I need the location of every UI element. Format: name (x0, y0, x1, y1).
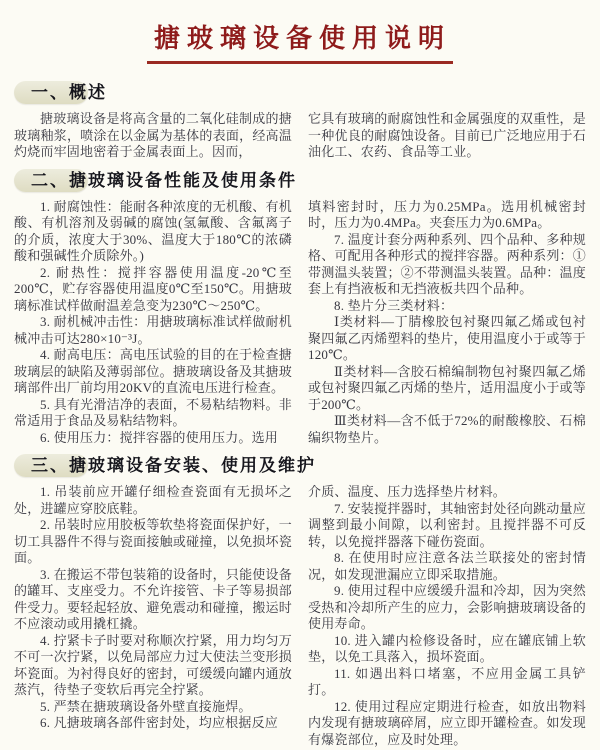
paragraph: 搪玻璃设备是将高含量的二氧化硅制成的搪玻璃釉浆，喷涂在以金属为基体的表面，经高温灼烧而牢固地密着于金属表面上。因而， (14, 111, 292, 159)
section-installation (14, 453, 586, 748)
paragraph: 11. 如遇出料口堵塞，不应用金属工具铲打。 (308, 665, 586, 697)
paragraph: 8. 垫片分三类材料： (334, 297, 454, 313)
section-columns-2 (14, 199, 586, 447)
paragraph: 10. 进入罐内检修设备时，应在罐底铺上软垫，以免工具落入，损坏瓷面。 (308, 632, 586, 664)
title-block (14, 16, 586, 64)
paragraph: 1. 吊装前应开罐仔细检查瓷面有无损坏之处，进罐应穿胶底鞋。 (14, 484, 292, 516)
paragraph: 12. 使用过程应定期进行检查，如放出物料内发现有搪玻璃碎屑，应立即开罐检查。如发现有爆瓷部位，应及时处理。 (308, 698, 586, 747)
section-heading-2 (14, 168, 586, 194)
paragraph: 5. 严禁在搪玻璃设备外壁直接施焊。 (40, 698, 252, 714)
right-column (308, 484, 586, 748)
section-heading-1 (14, 80, 586, 106)
section-title-1: 一、概述 (31, 83, 107, 102)
paragraph: 2. 耐热性：搅拌容器使用温度-20℃至200℃，贮存容器使用温度0℃至150℃。用搪玻璃标准试样做耐温差急变为230℃～250℃。 (14, 264, 292, 313)
section-performance (14, 168, 586, 447)
left-column (14, 111, 292, 161)
paragraph: 4. 拧紧卡子时要对称顺次拧紧，用力均匀万不可一次拧紧，以免局部应力过大使法兰变形损坏瓷面。为衬得良好的密封，可缓缓向罐内通放蒸汽，待垫子变软后再完全拧紧。 (14, 632, 292, 697)
paragraph: 4. 耐高电压：高电压试验的目的在于检查搪玻璃层的缺陷及薄弱部位。搪玻璃设备及其搪玻璃部件出厂前均用20KV的直流电压进行检查。 (14, 347, 292, 395)
paragraph: 9. 使用过程中应缓缓升温和冷却，因为突然受热和冷却所产生的应力，会影响搪玻璃设备的使用寿命。 (308, 583, 586, 631)
section-title-2: 二、搪玻璃设备性能及使用条件 (31, 170, 297, 190)
paragraph: 介质、温度、压力选择垫片材料。 (308, 484, 507, 499)
paragraph: 2. 吊装时应用胶板等软垫将瓷面保护好，一切工具器件不得与瓷面接触或碰撞，以免损坏瓷面。 (14, 517, 292, 565)
section-columns-3 (14, 484, 586, 748)
page-title: 搪玻璃设备使用说明 (147, 16, 453, 64)
right-column (308, 199, 586, 447)
paragraph: 3. 耐机械冲击性：用搪玻璃标准试样做耐机械冲击可达280×10⁻³J。 (14, 314, 292, 346)
paragraph: 填料密封时，压力为0.25MPa。选用机械密封时，压力为0.4MPa。夹套压力为0.6MPa。 (308, 198, 586, 230)
paragraph: 6. 凡搪玻璃各部件密封处，均应根据反应 (40, 715, 279, 730)
paragraph: Ⅰ类材料—丁腈橡胶包衬聚四氟乙烯或包衬聚四氟乙丙烯塑料的垫片，使用温度小于或等于120℃。 (308, 314, 586, 362)
paragraph: 6. 使用压力：搅拌容器的使用压力。选用 (40, 429, 279, 445)
left-column (14, 199, 292, 447)
section-overview (14, 80, 586, 161)
paragraph: 7. 安装搅拌器时，其轴密封处径向跳动量应调整到最小间隙，以利密封。且搅拌器不可反转，以免搅拌器落下碰伤瓷面。 (308, 500, 586, 549)
paragraph: 8. 在使用时应注意各法兰联接处的密封情况，如发现泄漏应立即采取措施。 (308, 550, 586, 582)
left-column (14, 484, 292, 748)
section-title-3: 三、搪玻璃设备安装、使用及维护 (31, 456, 316, 475)
paragraph: 它具有玻璃的耐腐蚀性和金属强度的双重性，是一种优良的耐腐蚀设备。目前已广泛地应用于石油化工、农药、食品等工业。 (308, 111, 586, 159)
paragraph: 7. 温度计套分两种系列、四个品种、多种规格、可配用各种形式的搅拌容器。两种系列：①带测温头装置；②不带测温头装置。品种：温度套上有挡液板和无挡液板共四个品种。 (308, 231, 586, 296)
section-heading-3 (14, 453, 586, 479)
right-column (308, 111, 586, 161)
paragraph: 3. 在搬运不带包装箱的设备时，只能使设备的罐耳、支座受力。不允许接管、卡子等易损部件受力。要轻起轻放、避免震动和碰撞，搬运时不应滚动或用撬杠撬。 (14, 566, 292, 631)
paragraph: Ⅲ类材料—含不低于72%的耐酸橡胶、石棉编织物垫片。 (308, 413, 586, 445)
paragraph: Ⅱ类材料—含胶石棉编制物包衬聚四氟乙烯或包衬聚四氟乙丙烯的垫片，适用温度小于或等于200℃。 (308, 363, 586, 412)
section-columns-1 (14, 111, 586, 161)
paragraph: 1. 耐腐蚀性：能耐各种浓度的无机酸、有机酸、有机溶剂及弱碱的腐蚀(氢氟酸、含氟离子的介质，浓度大于30%、温度大于180℃的浓磷酸和强碱性介质除外。) (14, 198, 292, 263)
paragraph: 5. 具有光滑洁净的表面，不易粘结物料。非常适用于食品及易粘结物料。 (14, 396, 292, 428)
